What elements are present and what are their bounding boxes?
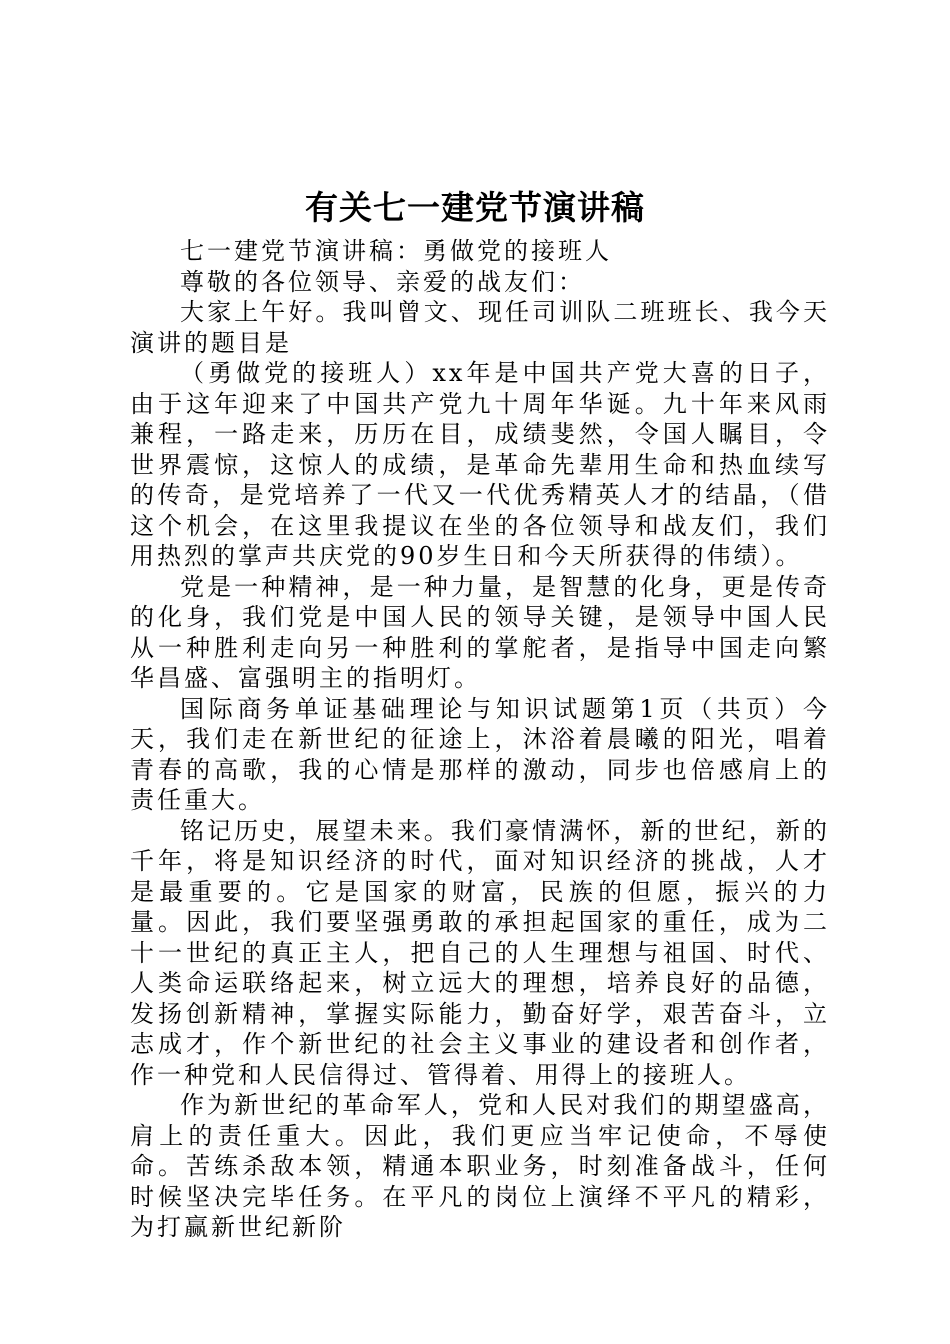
- document-title: 有关七一建党节演讲稿: [305, 188, 645, 227]
- paragraph-history: 铭记历史，展望未来。我们豪情满怀，新的世纪，新的千年，将是知识经济的时代，面对知识经济的挑战，人才是最重要的。它是国家的财富，民族的但愿，振兴的力量。因此，我们要坚强勇敢的承担起国家的重任，成为二十一世纪的真正主人，把自己的人生理想与祖国、时代、人类命运联络起来，树立远大的理想，培养良好的品德，发扬创新精神，掌握实际能力，勤奋好学，艰苦奋斗，立志成才，作个新世纪的社会主义事业的建设者和创作者，作一种党和人民信得过、管得着、用得上的接班人。: [130, 816, 830, 1089]
- document-body: [130, 236, 830, 1243]
- paragraph-party-spirit: 党是一种精神，是一种力量，是智慧的化身，更是传奇的化身，我们党是中国人民的领导关键，是领导中国人民从一种胜利走向另一种胜利的掌舵者，是指导中国走向繁华昌盛、富强明主的指明灯。: [130, 572, 830, 692]
- paragraph-greeting: 大家上午好。我叫曾文、现任司训队二班班长、我今天演讲的题目是: [130, 298, 830, 357]
- paragraph-new-century: 国际商务单证基础理论与知识试题第1页（共页）今天，我们走在新世纪的征途上，沐浴着晨曦的阳光，唱着青春的高歌，我的心情是那样的激动，同步也倍感肩上的责任重大。: [130, 694, 830, 814]
- paragraph-anniversary: （勇做党的接班人）xx年是中国共产党大喜的日子，由于这年迎来了中国共产党九十周年华诞。九十年来风雨兼程，一路走来，历历在目，成绩斐然，令国人瞩目，令世界震惊，这惊人的成绩，是革命先辈用生命和热血续写的传奇，是党培养了一代又一代优秀精英人才的结晶，（借这个机会，在这里我提议在坐的各位领导和战友们，我们用热烈的掌声共庆党的90岁生日和今天所获得的伟绩）。: [130, 359, 830, 570]
- paragraph-subtitle: 七一建党节演讲稿：勇做党的接班人: [180, 237, 612, 265]
- paragraph-soldier: 作为新世纪的革命军人，党和人民对我们的期望盛高，肩上的责任重大。因此，我们更应当牢记使命，不辱使命。苦练杀敌本领，精通本职业务，时刻准备战斗，任何时候坚决完毕任务。在平凡的岗位上演绎不平凡的精彩，为打赢新世纪新阶: [130, 1091, 830, 1241]
- paragraph-salutation: 尊敬的各位领导、亲爱的战友们：: [180, 267, 585, 296]
